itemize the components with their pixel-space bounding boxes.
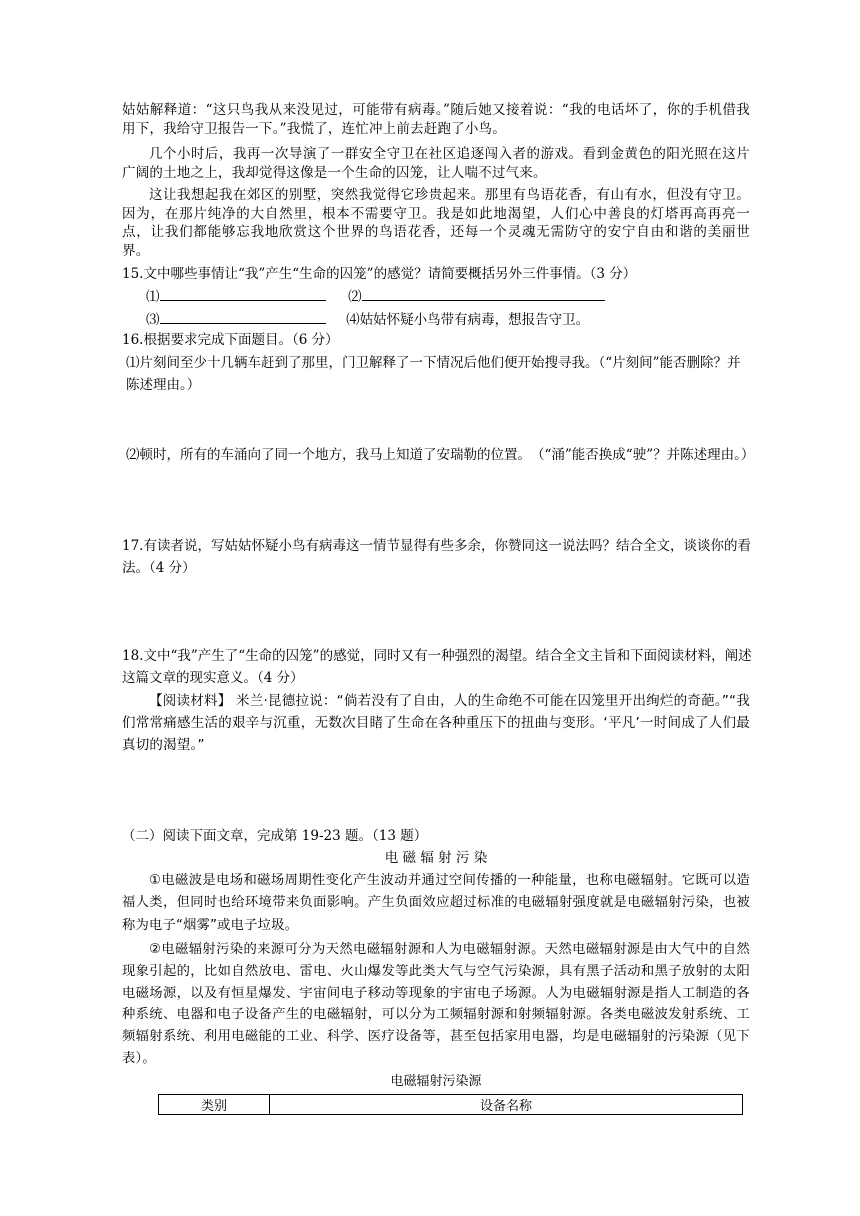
q16-sub-1: ⑴片刻间至少十几辆车赶到了那里，门卫解释了一下情况后他们便开始搜寻我。（“片刻间”能否删除？并陈述理由。） — [126, 355, 741, 393]
q15-blank-1[interactable] — [160, 286, 326, 301]
q15-blank-3-label: ⑶ — [146, 312, 160, 328]
q15-blank-3[interactable] — [160, 309, 326, 324]
article-title: 电 磁 辐 射 污 染 — [384, 850, 488, 866]
q15-blank-2-label: ⑵ — [348, 289, 362, 305]
pollution-source-table — [158, 1094, 743, 1115]
table-header-device: 设备名称 — [270, 1095, 743, 1115]
q15-item-4: ⑷姑姑怀疑小鸟带有病毒，想报告守卫。 — [346, 312, 590, 328]
table-header-row — [159, 1095, 743, 1115]
q15-answer-row-2 — [146, 309, 589, 329]
question-18: 18.文中“我”产生了“生命的囚笼”的感觉，同时又有一种强烈的渴望。结合全文主旨和下面阅读材料，阐述这篇文章的现实意义。（4 分） — [122, 648, 752, 686]
table-header-category: 类别 — [159, 1095, 270, 1115]
article-paragraph-1: ①电磁波是电场和磁场周期性变化产生波动并通过空间传播的一种能量，也称电磁辐射。它既可以造福人类，但同时也给环境带来负面影响。产生负面效应超过标准的电磁辐射强度就是电磁辐射污染，也被称为电子“烟雾”或电子垃圾。 — [122, 873, 750, 933]
question-15: 15.文中哪些事情让“我”产生“生命的囚笼”的感觉？请简要概括另外三件事情。（3 分） — [122, 266, 637, 282]
question-16: 16.根据要求完成下面题目。（6 分） — [122, 332, 339, 348]
q15-blank-2[interactable] — [362, 286, 605, 301]
q15-blank-1-label: ⑴ — [146, 289, 160, 305]
q16-sub-2: ⑵顿时，所有的车涌向了同一个地方，我马上知道了安瑞勒的位置。 （“涌”能否换成“驶”？并陈述理由。） — [126, 447, 755, 463]
reading-material: 【阅读材料】 米兰·昆德拉说：“倘若没有了自由，人的生命绝不可能在囚笼里开出绚烂的奇葩。”“我们常常痛感生活的艰辛与沉重，无数次目睹了生命在各种重压下的扭曲与变形。‘平凡’一时间成了人们最真切的渴望。” — [122, 693, 750, 753]
q15-answer-row-1 — [146, 286, 605, 306]
passage-paragraph-3: 这让我想起我在郊区的别墅，突然我觉得它珍贵起来。那里有鸟语花香，有山有水，但没有守卫。因为，在那片纯净的大自然里，根本不需要守卫。我是如此地渴望，人们心中善良的灯塔再高再亮一点，让我们都能够忘我地欣赏这个世界的鸟语花香，还每一个灵魂无需防守的安宁自由和谐的美丽世界。 — [122, 187, 750, 259]
question-17: 17.有读者说，写姑姑怀疑小鸟有病毒这一情节显得有些多余，你赞同这一说法吗？结合全文，谈谈你的看法。（4 分） — [122, 538, 751, 576]
passage-paragraph-2: 几个小时后，我再一次导演了一群安全守卫在社区追逐闯入者的游戏。看到金黄色的阳光照在这片广阔的土地之上，我却觉得这像是一个生命的囚笼，让人喘不过气来。 — [122, 146, 750, 181]
section-2-heading: （二）阅读下面文章，完成第 19-23 题。（13 题） — [122, 828, 428, 844]
table-caption: 电磁辐射污染源 — [390, 1074, 482, 1089]
article-paragraph-2: ②电磁辐射污染的来源可分为天然电磁辐射源和人为电磁辐射源。天然电磁辐射源是由大气中的自然现象引起的，比如自然放电、雷电、火山爆发等此类大气与空气污染源，具有黑子活动和黑子放射的太阳电磁场源，以及有恒星爆发、宇宙间电子移动等现象的宇宙电子场源。人为电磁辐射源是指人工制造的各种系统、电器和电子设备产生的电磁辐射，可以分为工频辐射源和射频辐射源。各类电磁波发射系统、工频辐射系统、利用电磁能的工业、科学、医疗设备等，甚至包括家用电器，均是电磁辐射的污染源（见下表）。 — [122, 942, 750, 1066]
passage-paragraph-1: 姑姑解释道：“这只鸟我从来没见过，可能带有病毒。”随后她又接着说：“我的电话坏了，你的手机借我用下，我给守卫报告一下。”我慌了，连忙冲上前去赶跑了小鸟。 — [122, 102, 750, 137]
